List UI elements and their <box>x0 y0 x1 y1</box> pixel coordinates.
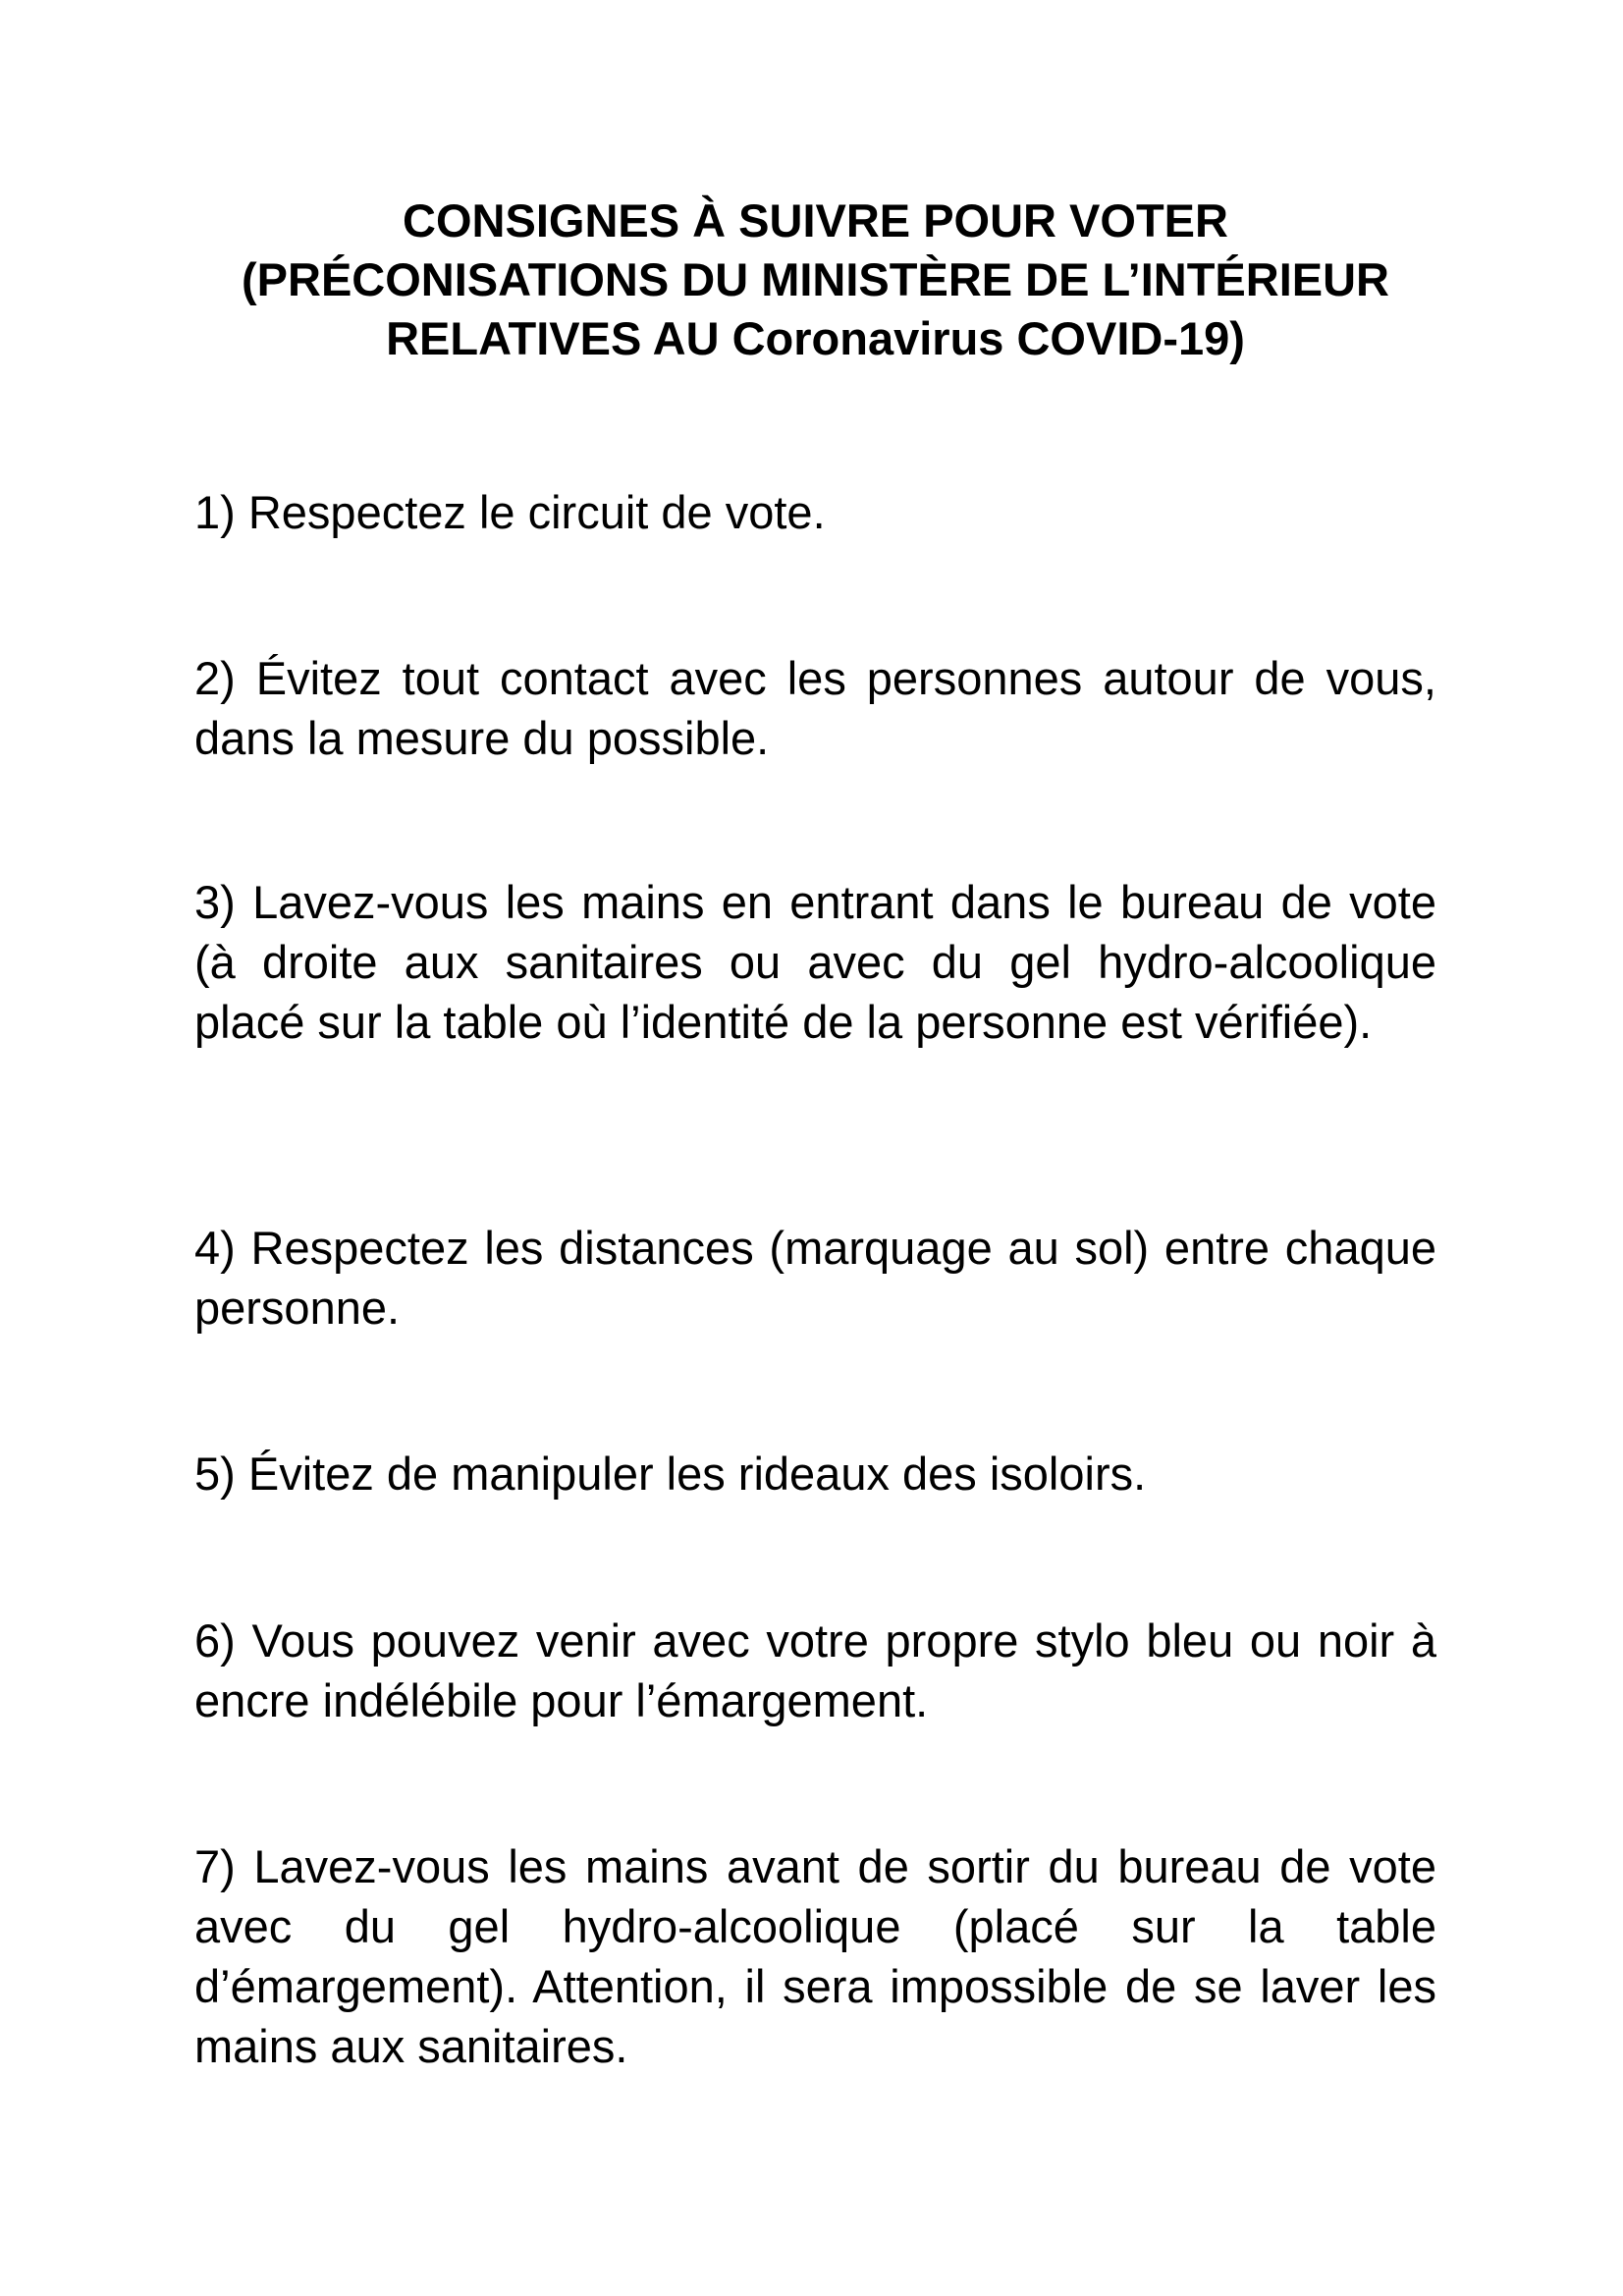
title-line-2: (PRÉCONISATIONS DU MINISTÈRE DE L’INTÉRIEUR <box>242 253 1389 305</box>
instruction-5: 5) Évitez de manipuler les rideaux des isoloirs. <box>194 1448 1147 1500</box>
instruction-1: 1) Respectez le circuit de vote. <box>194 486 826 538</box>
title-line-3: RELATIVES AU Coronavirus COVID-19) <box>386 312 1245 364</box>
title-line-1: CONSIGNES À SUIVRE POUR VOTER <box>403 194 1228 246</box>
instruction-2: 2) Évitez tout contact avec les personnes autour de vous, dans la mesure du possible. <box>194 652 1436 764</box>
instruction-6: 6) Vous pouvez venir avec votre propre stylo bleu ou noir à encre indélébile pour l’émargement. <box>194 1614 1436 1726</box>
instruction-4: 4) Respectez les distances (marquage au sol) entre chaque personne. <box>194 1222 1436 1334</box>
page-title <box>194 191 1436 368</box>
instruction-7: 7) Lavez-vous les mains avant de sortir du bureau de vote avec du gel hydro-alcoolique (placé sur la table d’émargement). Attention, il sera impossible de se laver les mains aux sanitaires. <box>194 1840 1436 2072</box>
instruction-3: 3) Lavez-vous les mains en entrant dans le bureau de vote (à droite aux sanitaires ou avec du gel hydro-alcoolique placé sur la table où l’identité de la personne est vérifiée). <box>194 876 1436 1048</box>
